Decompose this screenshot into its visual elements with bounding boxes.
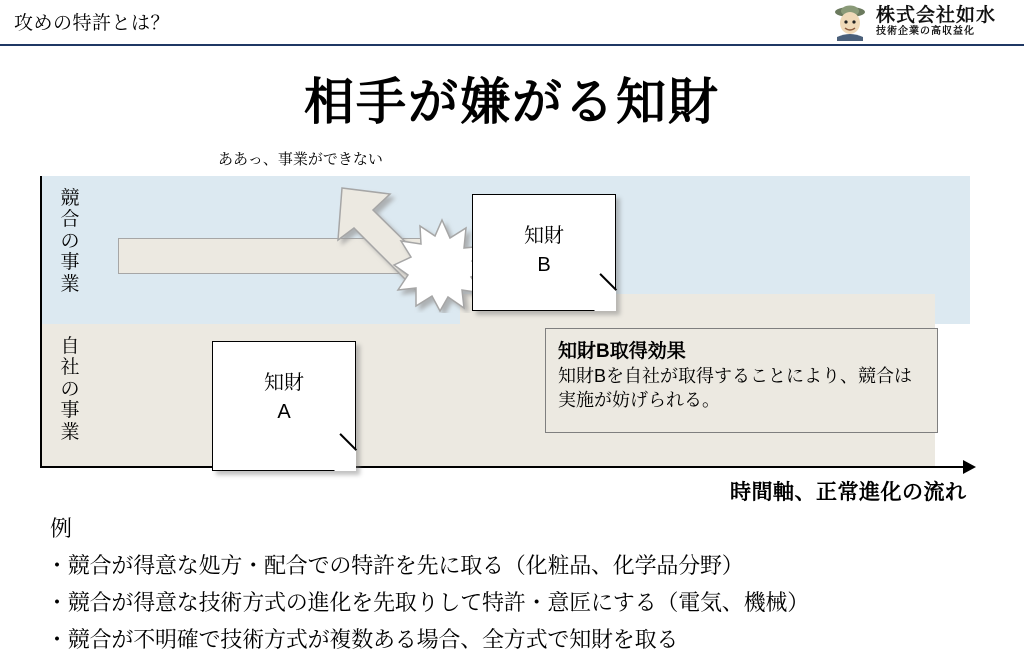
example-item: ・競合が得意な技術方式の進化を先取りして特許・意匠にする（電気、機械） xyxy=(46,590,810,615)
own-row-label: 自社の事業 xyxy=(60,336,80,443)
effect-body: 知財Bを自社が取得することにより、競合は実施が妨げられる。 xyxy=(558,366,913,410)
example-item: ・競合が不明確で技術方式が複数ある場合、全方式で知財を取る xyxy=(46,627,679,652)
right-arrow-icon xyxy=(963,460,976,474)
vertical-axis xyxy=(40,176,42,468)
logo-tagline: 技術企業の高収益化 xyxy=(875,26,975,38)
ip-card-b-line2: B xyxy=(537,254,551,276)
ip-card-a-line1: 知財 xyxy=(264,372,304,394)
page-title: 相手が嫌がる知財 xyxy=(304,74,720,130)
page-fold-icon xyxy=(594,289,616,311)
ip-card-b xyxy=(472,194,616,311)
page-fold-line xyxy=(340,433,357,450)
axis-caption: 時間軸、正常進化の流れ xyxy=(730,481,967,504)
diagram-area xyxy=(40,151,970,504)
header-title: 攻めの特許とは？ xyxy=(14,13,171,34)
callout-text: ああっ、事業ができない xyxy=(218,151,383,168)
horizontal-axis xyxy=(40,466,965,468)
company-mascot-icon xyxy=(830,3,870,41)
ip-card-a xyxy=(212,341,356,471)
effect-callout-box xyxy=(545,328,938,433)
examples-heading: 例 xyxy=(50,516,73,541)
competitor-row-label: 競合の事業 xyxy=(60,188,80,295)
page-fold-icon xyxy=(334,449,356,471)
company-logo xyxy=(796,2,996,42)
examples-section xyxy=(46,512,1006,654)
ip-card-a-line2: A xyxy=(277,401,291,423)
slide-header xyxy=(0,0,1024,46)
logo-company-name: 株式会社如水 xyxy=(875,4,996,27)
ip-card-b-line1: 知財 xyxy=(524,225,564,247)
example-item: ・競合が得意な処方・配合での特許を先に取る（化粧品、化学品分野） xyxy=(46,553,744,578)
effect-title: 知財B取得効果 xyxy=(558,341,686,362)
